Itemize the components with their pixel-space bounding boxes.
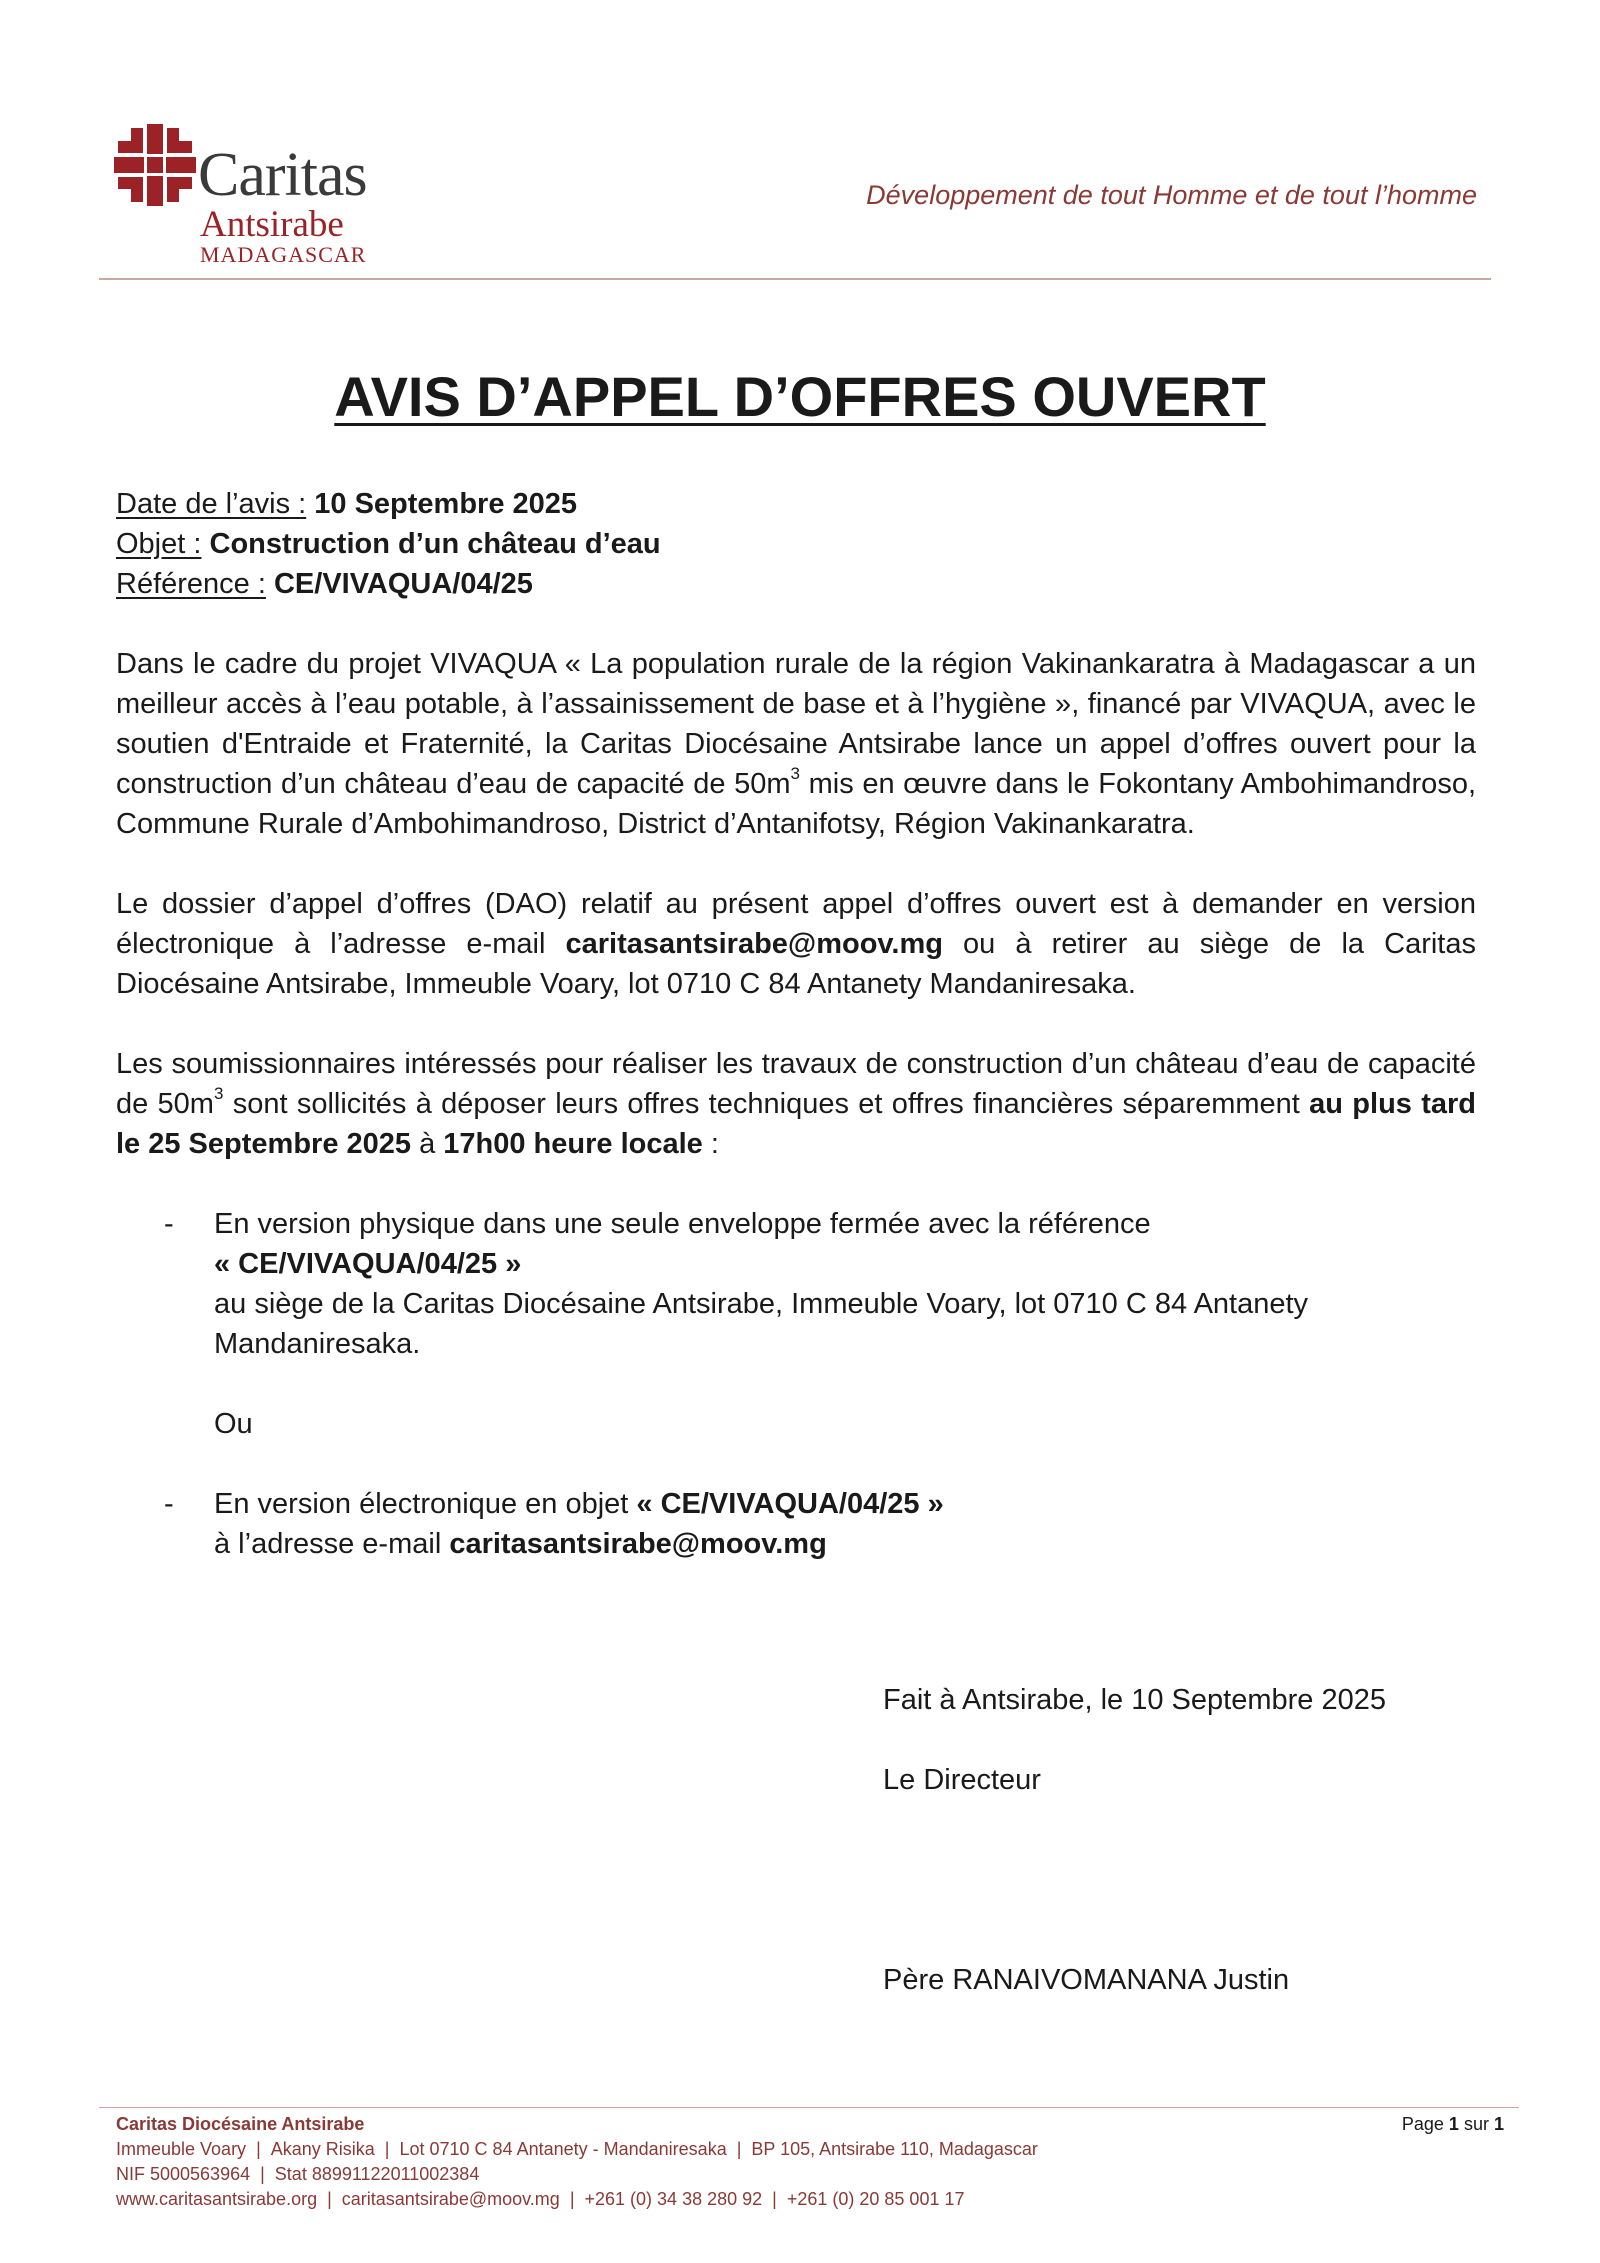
paragraph-submission-text-4: :: [702, 1128, 719, 1160]
footer-org-name: Caritas Diocésaine Antsirabe: [116, 2114, 365, 2134]
physical-address: au siège de la Caritas Diocésaine Antsirabe, Immeuble Voary, lot 0710 C 84 Antanety Mandaniresaka.: [214, 1288, 1309, 1360]
footer-website-link[interactable]: www.caritasantsirabe.org: [116, 2189, 318, 2209]
footer-contact-line: www.caritasantsirabe.org | caritasantsirabe@moov.mg | +261 (0) 34 38 280 92 | +261 (0) 20 85 001 17: [116, 2189, 965, 2209]
page-number: Page 1 sur 1: [1401, 2114, 1504, 2134]
footer-bp: BP 105, Antsirabe 110, Madagascar: [751, 2139, 1038, 2159]
electronic-email-label: à l’adresse e-mail: [214, 1528, 450, 1560]
paragraph-submission-text: Les soumissionnaires intéressés pour réaliser les travaux de construction d’un château d’eau de capacité de 50m: [116, 1048, 1476, 1120]
footer: [116, 2112, 1038, 2212]
caritas-logo: [114, 124, 384, 267]
paragraph-context-text-end: mis en œuvre dans le Fokontany Ambohimandroso, Commune Rurale d’Ambohimandroso, District d’Antanifotsy, Région Vakinankaratra.: [116, 768, 1476, 840]
date-value: 10 Septembre 2025: [314, 488, 578, 520]
or-separator: Ou: [214, 1408, 253, 1440]
electronic-text: En version électronique en objet: [214, 1488, 637, 1520]
deadline-time: 17h00 heure locale: [443, 1128, 703, 1160]
physical-line-1: En version physique dans une seule enveloppe fermée avec la référence: [214, 1208, 1151, 1240]
footer-akany: Akany Risika: [270, 2139, 375, 2159]
paragraph-submission-text-3: à: [411, 1128, 444, 1160]
list-dash: -: [164, 1208, 174, 1240]
footer-lot: Lot 0710 C 84 Antanety - Mandaniresaka: [399, 2139, 727, 2159]
reference-value: CE/VIVAQUA/04/25: [273, 568, 533, 600]
paragraph-context-text: Dans le cadre du projet VIVAQUA « La population rurale de la région Vakinankaratra à Madagascar a un meilleur accès à l’eau potable, à l’assainissement de base et à l’hygiène », financé par VIVAQUA, avec le soutien d'Entraide et Fraternité, la Caritas Diocésaine Antsirabe lance un appel d’offres ouvert pour la construction d’un château d’eau de capacité de 50m: [116, 648, 1476, 800]
list-dash: -: [164, 1488, 174, 1520]
objet-value: Construction d’un château d’eau: [209, 528, 661, 560]
footer-building: Immeuble Voary: [116, 2139, 247, 2159]
date-line: [116, 484, 1476, 524]
logo-city: Antsirabe: [200, 204, 344, 245]
paragraph-submission-text-2: sont sollicités à déposer leurs offres techniques et offres financières séparemment: [223, 1088, 1310, 1120]
footer-email-link[interactable]: caritasantsirabe@moov.mg: [341, 2189, 560, 2209]
footer-nif: NIF 5000563964: [116, 2164, 251, 2184]
physical-reference: « CE/VIVAQUA/04/25 »: [214, 1248, 522, 1280]
objet-line: [116, 524, 1476, 564]
paragraph-submission: [116, 1044, 1476, 1164]
footer-divider: [99, 2107, 1519, 2108]
footer-address-line: Immeuble Voary | Akany Risika | Lot 0710 C 84 Antanety - Mandaniresaka | BP 105, Antsirabe 110, Madagascar: [116, 2139, 1038, 2159]
signature-name: Père RANAIVOMANANA Justin: [883, 1964, 1290, 1996]
paragraph-context: [116, 644, 1476, 844]
footer-phone-2: +261 (0) 20 85 001 17: [786, 2189, 965, 2209]
caritas-cross-icon: [114, 124, 196, 206]
logo-country: MADAGASCAR: [200, 242, 367, 267]
footer-phone-1: +261 (0) 34 38 280 92: [584, 2189, 763, 2209]
date-label: Date de l’avis :: [116, 488, 307, 520]
paragraph-dao-text-end: ou à retirer au siège de la Caritas Diocésaine Antsirabe, Immeuble Voary, lot 0710 C 84 Antanety Mandaniresaka.: [116, 928, 1476, 1000]
paragraph-dao-text: Le dossier d’appel d’offres (DAO) relatif au présent appel d’offres ouvert est à demander en version électronique à l’adresse e-mail: [116, 888, 1476, 960]
document-body: [116, 484, 1476, 1564]
objet-label: Objet :: [116, 528, 202, 560]
deadline-date: au plus tard le 25 Septembre 2025: [116, 1088, 1476, 1160]
footer-ids-line: NIF 5000563964 | Stat 88991122011002384: [116, 2164, 480, 2184]
list-item-electronic: [116, 1484, 1476, 1564]
reference-line: [116, 564, 1476, 604]
document-title-text: AVIS D’APPEL D’OFFRES OUVERT: [334, 365, 1266, 428]
header-tagline: Développement de tout Homme et de tout l’homme: [866, 180, 1477, 210]
paragraph-dao: [116, 884, 1476, 1004]
superscript-3: 3: [213, 1084, 224, 1103]
reference-label: Référence :: [116, 568, 266, 600]
signature-role: Le Directeur: [883, 1764, 1041, 1796]
logo-name: Caritas: [198, 141, 367, 209]
document-title: [0, 362, 1600, 432]
list-item-physical: [116, 1204, 1476, 1364]
signature-place-date: Fait à Antsirabe, le 10 Septembre 2025: [883, 1684, 1386, 1716]
electronic-email[interactable]: caritasantsirabe@moov.mg: [449, 1528, 827, 1560]
contact-email[interactable]: caritasantsirabe@moov.mg: [565, 928, 943, 960]
superscript-3: 3: [790, 764, 800, 783]
electronic-reference: « CE/VIVAQUA/04/25 »: [636, 1488, 944, 1520]
footer-stat: Stat 88991122011002384: [274, 2164, 480, 2184]
header-divider: [99, 278, 1491, 280]
submission-options: [116, 1204, 1476, 1564]
